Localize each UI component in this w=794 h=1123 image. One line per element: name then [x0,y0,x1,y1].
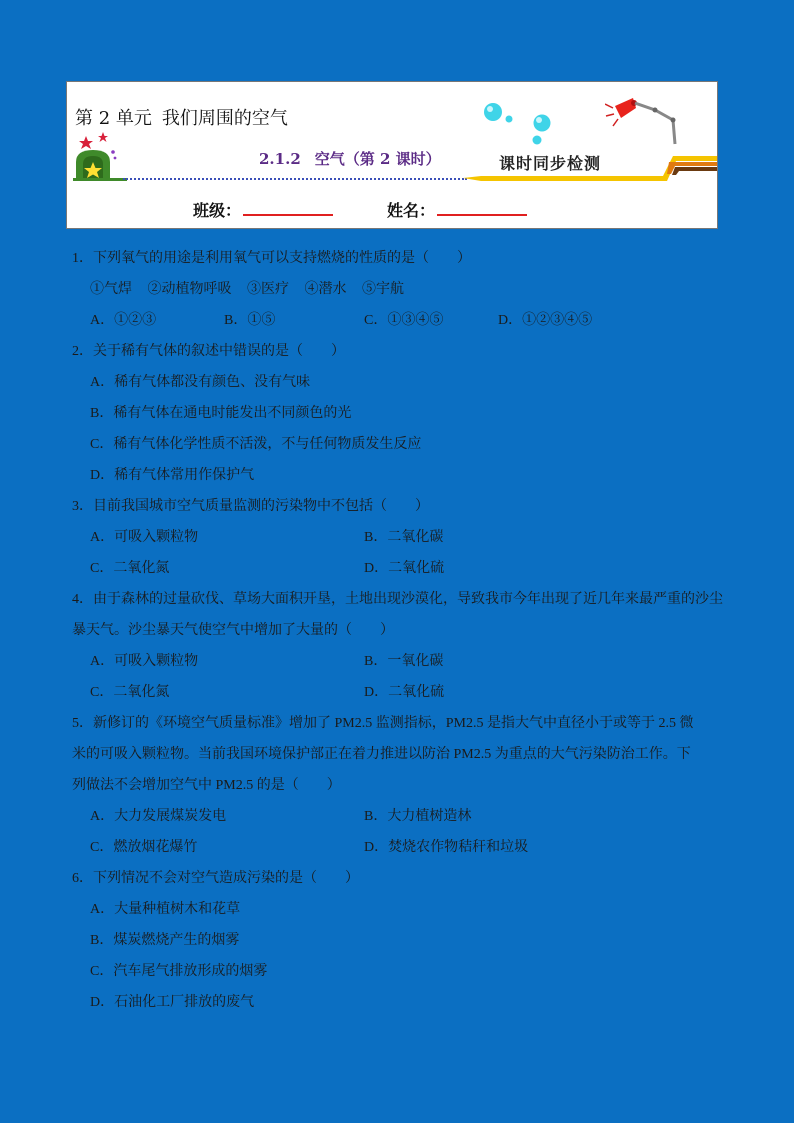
option-b[interactable]: B．二氧化碳 [364,530,444,545]
question-1-items [72,274,732,305]
question-5-stem-line: 列做法不会增加空气中 PM2.5 的是（ ） [72,778,341,793]
question-3-options-row-1 [72,522,732,553]
option-d[interactable]: D．石油化工厂排放的废气 [90,995,255,1010]
question-4-options-row-2 [72,677,732,708]
question-1-stem: 1．下列氧气的用途是利用氧气可以支持燃烧的性质的是（ ） [72,251,471,266]
unit-title [75,104,288,130]
unit-label: 第 2 单元 [75,108,152,129]
question-3-options-row-2 [72,553,732,584]
question-5-stem-line: 5．新修订的《环境空气质量标准》增加了 PM2.5 监测指标，PM2.5 是指大气中直径小于或等于 2.5 微 [72,716,694,731]
option-c[interactable]: C．汽车尾气排放形成的烟雾 [90,964,268,979]
unit-topic: 我们周围的空气 [161,108,288,129]
check-title: 课时同步检测 [499,154,602,173]
question-1-item: ⑤宇航 [362,282,404,297]
option-d[interactable]: D．焚烧农作物秸秆和垃圾 [364,840,529,855]
name-field [387,198,527,221]
question-2-stem: 2．关于稀有气体的叙述中错误的是（ ） [72,344,345,359]
option-a[interactable]: A．①②③ [90,313,157,328]
question-5-stem-line: 米的可吸入颗粒物。当前我国环境保护部正在着力推进以防治 PM2.5 为重点的大气污染防治工作。下 [72,747,691,762]
option-b[interactable]: B．大力植树造林 [364,809,472,824]
question-1-item: ④潜水 [304,282,347,297]
option-d[interactable]: D．稀有气体常用作保护气 [90,468,255,483]
house-star-logo-icon [73,128,127,182]
class-blank[interactable] [243,200,333,216]
option-d[interactable]: D．①②③④⑤ [498,313,593,328]
question-5-options-row-1 [72,801,732,832]
option-b[interactable]: B．稀有气体在通电时能发出不同颜色的光 [90,406,352,421]
question-3-stem: 3．目前我国城市空气质量监测的污染物中不包括（ ） [72,499,429,514]
class-label: 班级： [193,201,242,220]
question-1-item: ③医疗 [247,282,289,297]
option-a[interactable]: A．可吸入颗粒物 [90,654,199,669]
lesson-number: 2.1.2 [259,150,301,168]
lesson-name: 空气（第 2 课时） [314,150,441,168]
question-4-stem-line: 4．由于森林的过量砍伐、草场大面积开垦，土地出现沙漠化，导致我市今年出现了近几年来最严重的沙尘 [72,592,723,607]
name-label: 姓名： [387,201,436,220]
question-1-item: ①气焊 [90,282,132,297]
option-a[interactable]: A．大量种植树木和花草 [90,902,241,917]
question-5-options-row-2 [72,832,732,863]
bubbles-icon [479,96,559,156]
worksheet-header [66,81,718,229]
option-c[interactable]: C．燃放烟花爆竹 [90,840,198,855]
question-1-options [72,305,732,336]
question-list [72,243,732,1018]
option-c[interactable]: C．二氧化氮 [90,685,170,700]
question-4-stem-line: 暴天气。沙尘暴天气使空气中增加了大量的（ ） [72,623,394,638]
desk-lamp-icon [605,92,685,154]
question-4-options-row-1 [72,646,732,677]
class-field [193,198,333,221]
option-c[interactable]: C．二氧化氮 [90,561,170,576]
question-1-item: ②动植物呼吸 [147,282,232,297]
option-c[interactable]: C．稀有气体化学性质不活泼，不与任何物质发生反应 [90,437,422,452]
option-a[interactable]: A．可吸入颗粒物 [90,530,199,545]
option-d[interactable]: D．二氧化硫 [364,561,445,576]
title-underline [123,178,467,180]
option-a[interactable]: A．大力发展煤炭发电 [90,809,227,824]
option-c[interactable]: C．①③④⑤ [364,313,444,328]
name-blank[interactable] [437,200,527,216]
question-6-stem: 6．下列情况不会对空气造成污染的是（ ） [72,871,359,886]
option-b[interactable]: B．①⑤ [224,313,276,328]
option-d[interactable]: D．二氧化硫 [364,685,445,700]
lesson-title [259,148,441,169]
option-a[interactable]: A．稀有气体都没有颜色、没有气味 [90,375,311,390]
option-b[interactable]: B．一氧化碳 [364,654,444,669]
option-b[interactable]: B．煤炭燃烧产生的烟雾 [90,933,240,948]
